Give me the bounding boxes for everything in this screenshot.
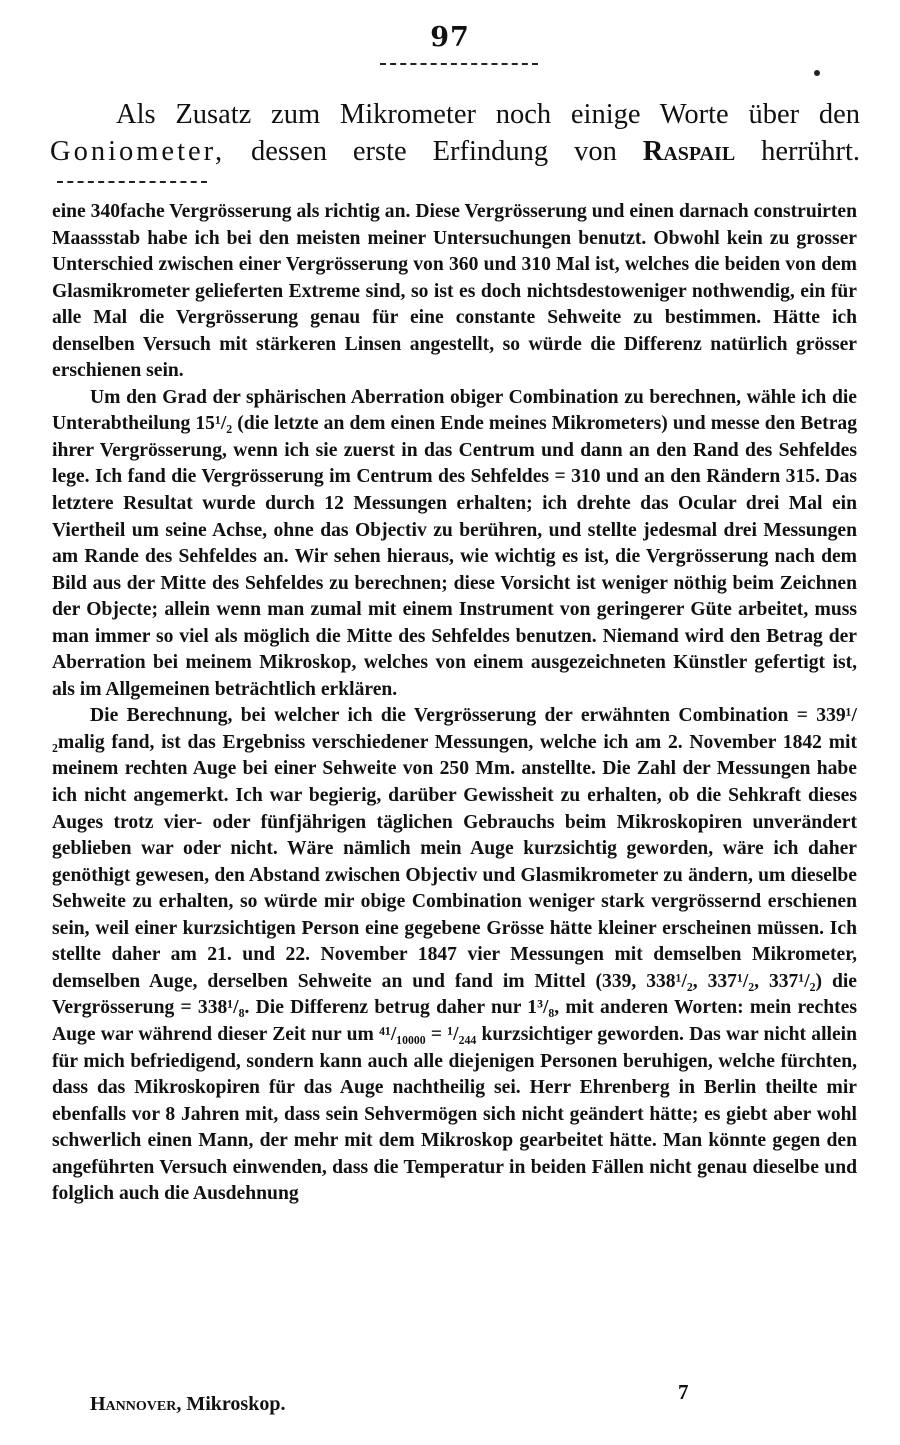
- body-text: [52, 199, 857, 1208]
- signature-title: , Mikroskop.: [176, 1393, 286, 1415]
- paragraph: eine 340fache Vergrösserung als richtig an. Diese Vergrösserung und einen darnach construirten Maassstab habe ich bei den meisten meiner Untersuchungen benutzt. Obwohl kein zu grosser Unterschied zwischen einer Vergrösserung von 360 und 310 Mal ist, welches die beiden von dem Glasmikrometer gelieferten Extreme sind, so ist es doch nichtsdestoweniger nothwendig, ein für alle Mal die Vergrösserung genau für eine constante Sehweite zu bestimmen. Hätte ich denselben Versuch mit stärkeren Linsen angestellt, so würde die Differenz natürlich grösser erschienen sein.: [52, 201, 857, 382]
- heading-name-raspail: Raspail: [642, 136, 736, 167]
- section-heading: [50, 96, 860, 170]
- paragraph: Um den Grad der sphärischen Aberration obiger Combination zu berechnen, wähle ich die Unterabtheilung 15¹/₂ (die letzte an dem einen Ende meines Mikrometers) und messe den Betrag ihrer Vergrösserung, wenn ich sie zuerst in das Centrum und dann an den Rand des Sehfeldes lege. Ich fand die Vergrösserung im Centrum des Sehfeldes = 310 und an den Rändern 315. Das letztere Resultat wurde durch 12 Messungen erhalten; ich drehte das Ocular drei Mal ein Viertheil um seine Achse, ohne das Objectiv zu berühren, und stellte jedesmal drei Messungen am Rande des Sehfeldes an. Wir sehen hieraus, wie wichtig es ist, die Vergrösserung nach dem Bild aus der Mitte des Sehfeldes zu berechnen; diese Vorsicht ist weniger nöthig beim Zeichnen der Objecte; allein wenn man zumal mit einem Instrument von geringerer Güte arbeitet, muss man immer so viel als möglich die Mitte des Sehfeldes benutzen. Niemand wird den Betrag der Aberration bei meinem Mikroskop, welches von einem ausgezeichneten Künstler gefertigt ist, als im Allgemeinen beträchtlich erklären.: [52, 386, 857, 700]
- heading-part-5: herrührt.: [735, 136, 861, 167]
- signature-author: Hannover: [90, 1393, 177, 1415]
- heading-term-goniometer: Goniometer,: [50, 136, 226, 167]
- ink-dot: [814, 70, 820, 76]
- signature-line: [90, 1393, 285, 1416]
- header-rule: [380, 63, 538, 65]
- sheet-number: 7: [678, 1380, 689, 1404]
- section-rule: [57, 181, 207, 183]
- page-number: 97: [430, 22, 470, 53]
- heading-part-1: Als Zusatz zum Mikrometer noch einige Worte über den: [116, 99, 860, 130]
- paragraph: Die Berechnung, bei welcher ich die Vergrösserung der erwähnten Combination = 339¹/₂malig fand, ist das Ergebniss verschiedener Messungen, welche ich am 2. November 1842 mit meinem rechten Auge bei einer Sehweite von 250 Mm. anstellte. Die Zahl der Messungen habe ich nicht angemerkt. Ich war begierig, darüber Gewissheit zu erhalten, ob die Sehkraft dieses Auges trotz vier- oder fünfjährigen täglichen Gebrauchs beim Mikroskopiren unverändert geblieben war oder nicht. Wäre nämlich mein Auge kurzsichtig geworden, wäre ich daher genöthigt gewesen, den Abstand zwischen Objectiv und Glasmikrometer zu ändern, um dieselbe Sehweite zu erhalten, so würde mir obige Combination weniger stark vergrössernd erschienen sein, weil einer kurzsichtigen Person eine gegebene Grösse hätte kleiner erscheinen müssen. Ich stellte daher am 21. und 22. November 1847 vier Messungen mit demselben Mikrometer, demselben Auge, derselben Sehweite an und fand im Mittel (339, 338¹/₂, 337¹/₂, 337¹/₂) die Vergrösserung = 338¹/₈. Die Differenz betrug daher nur 1³/₈, mit anderen Worten: mein rechtes Auge war während dieser Zeit nur um ⁴¹/₁₀₀₀₀ = ¹/₂₄₄ kurzsichtiger geworden. Das war nicht allein für mich befriedigend, sondern kann auch alle diejenigen Personen beruhigen, welche fürchten, dass das Mikroskopiren für das Auge nachtheilig sei. Herr Ehrenberg in Berlin theilte mir ebenfalls vor 8 Jahren mit, dass sein Sehvermögen sich nicht geändert hätte; es giebt aber wohl schwerlich einen Mann, der mehr mit dem Mikroskop gearbeitet hätte. Man könnte gegen den angeführten Versuch einwenden, dass die Temperatur in beiden Fällen nicht genau dieselbe und folglich auch die Ausdehnung: [52, 705, 857, 1205]
- heading-part-3: dessen erste Erfindung von: [225, 136, 643, 167]
